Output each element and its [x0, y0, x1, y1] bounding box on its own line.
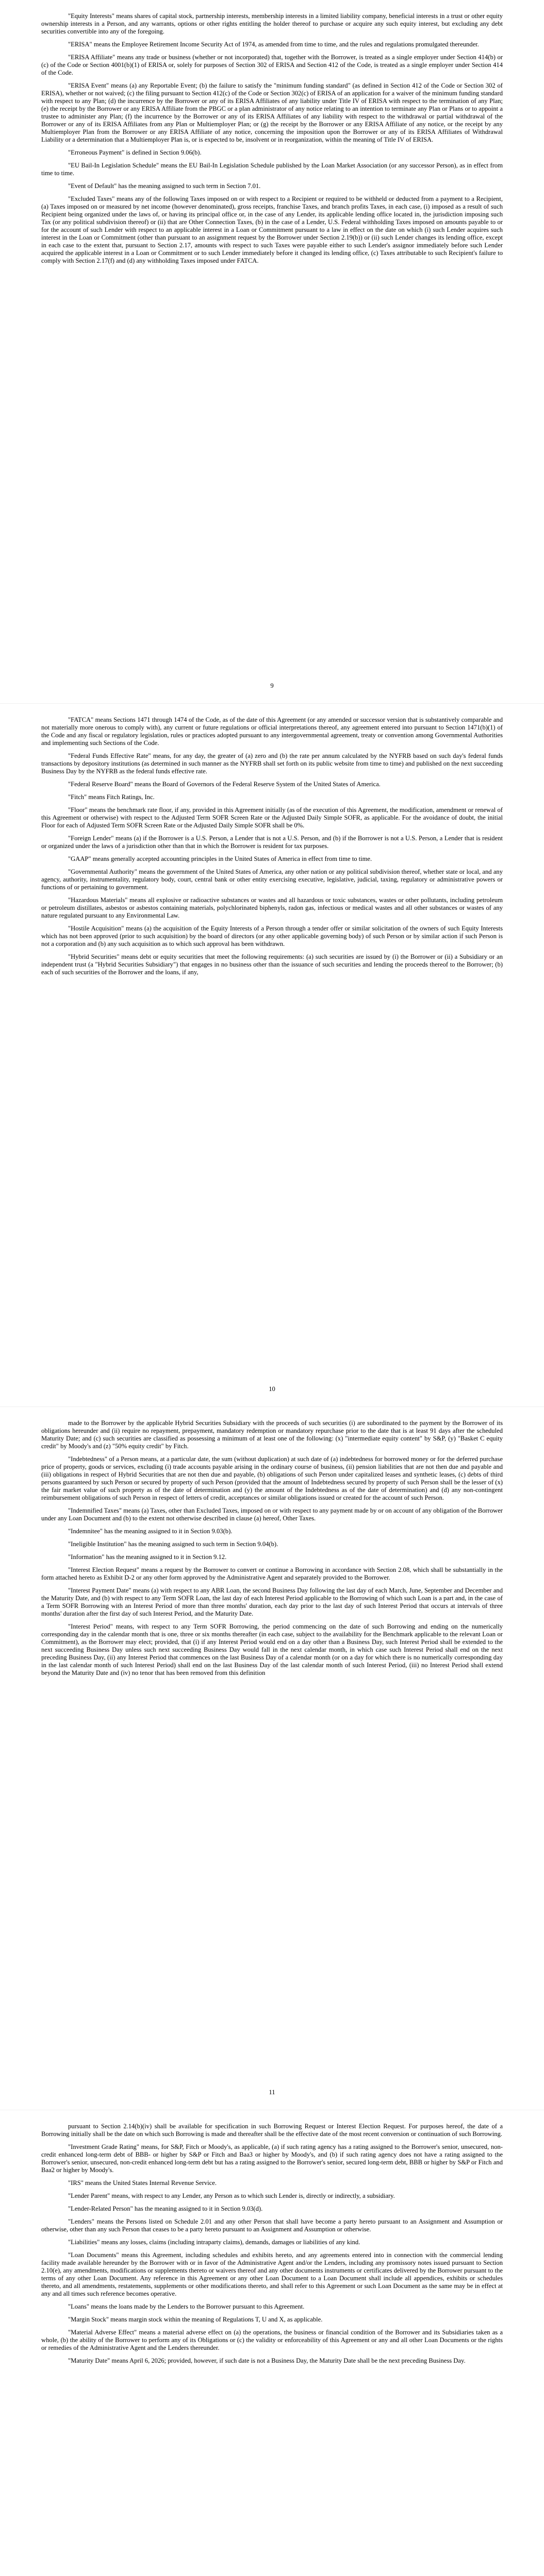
- definition-paragraph: "Event of Default" has the meaning assigned to such term in Section 7.01.: [68, 182, 261, 190]
- definition-paragraph: "Federal Funds Effective Rate" means, for any day, the greater of (a) zero and (b) the rate per annum calculated by the NYFRB based on such day's federal funds transactions by depository institutions (as determined in such manner as the NYFRB shall set forth on its public website from time to time) and published on the next succeeding Business Day by the NYFRB as the federal funds effective rate.: [41, 752, 503, 775]
- definition-paragraph: "Governmental Authority" means the government of the United States of America, any other nation or any political subdivision thereof, whether state or local, and any agency, authority, instrumentality, regulatory body, court, central bank or other entity exercising executive, legislative, judicial, taxing, regulatory or administrative powers or functions of or pertaining to government.: [41, 868, 503, 891]
- definition-paragraph: "Information" has the meaning assigned to it in Section 9.12.: [68, 1553, 227, 1561]
- definition-paragraph: "FATCA" means Sections 1471 through 1474 of the Code, as of the date of this Agreement (or any amended or successor version that is substantively comparable and not materially more onerous to comply with), any current or future regulations or official interpretations thereof, any agreement entered into pursuant to Section 1471(b)(1) of the Code and any fiscal or regulatory legislation, rules or practices adopted pursuant to any intergovernmental agreement, treaty or convention among Governmental Authorities and implementing such Sections of the Code.: [41, 716, 503, 747]
- definition-paragraph: "Federal Reserve Board" means the Board of Governors of the Federal Reserve System of the United States of America.: [68, 781, 381, 788]
- definition-paragraph: "Interest Payment Date" means (a) with respect to any ABR Loan, the second Business Day following the last day of each March, June, September and December and the Maturity Date, and (b) with respect to any Term SOFR Loan, the last day of each Interest Period applicable to the Borrowing of which such Loan is a part and, in the case of a Term SOFR Borrowing with an Interest Period of more than three months' duration, each day prior to the last day of such Interest Period that occurs at intervals of three months' duration after the first day of such Interest Period, and the Maturity Date.: [41, 1587, 503, 1617]
- definition-paragraph: "Excluded Taxes" means any of the following Taxes imposed on or with respect to a Recipient or required to be withheld or deducted from a payment to a Recipient, (a) Taxes imposed on or measured by net income (however denominated), gross receipts, franchise Taxes, and branch profits Taxes, in each case, (i) imposed as a result of such Recipient being organized under the laws of, or having its principal office or, in the case of any Lender, its applicable lending office located in, the jurisdiction imposing such Tax (or any political subdivision thereof) or (ii) that are Other Connection Taxes, (b) in the case of a Lender, U.S. Federal withholding Taxes imposed on amounts payable to or for the account of such Lender with respect to an applicable interest in a Loan or Commitment pursuant to a law in effect on the date on which (i) such Lender acquires such interest in the Loan or Commitment (other than pursuant to an assignment request by the Borrower under Section 2.19(b)) or (ii) such Lender changes its lending office, except in each case to the extent that, pursuant to Section 2.17, amounts with respect to such Taxes were payable either to such Lender's assignor immediately before such Lender acquired the applicable interest in a Loan or Commitment or to such Lender immediately before it changed its lending office, (c) Taxes attributable to such Recipient's failure to comply with Section 2.17(f) and (d) any withholding Taxes imposed under FATCA.: [41, 195, 503, 264]
- definition-paragraph: "Ineligible Institution" has the meaning assigned to such term in Section 9.04(b).: [68, 1540, 278, 1548]
- definition-paragraph: "Hostile Acquisition" means (a) the acquisition of the Equity Interests of a Person through a tender offer or similar solicitation of the owners of such Equity Interests which has not been approved (prior to such acquisition) by the board of directors (or any other applicable governing body) of such Person or by similar action if such Person is not a corporation and (b) any such acquisition as to which such approval has been withdrawn.: [41, 925, 503, 947]
- page-number: 11: [269, 2089, 275, 2096]
- definition-paragraph: "Erroneous Payment" is defined in Section 9.06(b).: [68, 149, 202, 156]
- definition-paragraph: "Hazardous Materials" means all explosive or radioactive substances or wastes and all hazardous or toxic substances, wastes or other pollutants, including petroleum or petroleum distillates, asbestos or asbestos containing materials, polychlorinated biphenyls, radon gas, infectious or medical wastes and all other substances or wastes of any nature regulated pursuant to any Environmental Law.: [41, 896, 503, 919]
- definition-paragraph: pursuant to Section 2.14(b)(iv) shall be available for specification in such Borrowing Request or Interest Election Request. For purposes hereof, the date of a Borrowing initially shall be the date on which such Borrowing is made and thereafter shall be the effective date of the most recent conversion or continuation of such Borrowing.: [41, 2123, 503, 2138]
- definition-paragraph: "IRS" means the United States Internal Revenue Service.: [68, 2179, 217, 2187]
- document-page-3: [0, 1406, 544, 2110]
- page-number: 10: [269, 1385, 275, 1393]
- definition-paragraph: "Loans" means the loans made by the Lenders to the Borrower pursuant to this Agreement.: [68, 2303, 305, 2310]
- definition-paragraph: "ERISA" means the Employee Retirement Income Security Act of 1974, as amended from time to time, and the rules and regulations promulgated thereunder.: [68, 41, 479, 48]
- definition-paragraph: "ERISA Event" means (a) any Reportable Event; (b) the failure to satisfy the "minimum funding standard" (as defined in Section 412 of the Code or Section 302 of ERISA), whether or not waived; (c) the filing pursuant to Section 412(c) of the Code or Section 302(c) of ERISA of an application for a waiver of the minimum funding standard with respect to any Plan; (d) the incurrence by the Borrower or any of its ERISA Affiliates of any liability under Title IV of ERISA with respect to the termination of any Plan; (e) the receipt by the Borrower or any ERISA Affiliate from the PBGC or a plan administrator of any notice relating to an intention to terminate any Plan or Plans or to appoint a trustee to administer any Plan; (f) the incurrence by the Borrower or any of its ERISA Affiliates of any liability with respect to the withdrawal or partial withdrawal of the Borrower or any of its ERISA Affiliates from any Plan or Multiemployer Plan; or (g) the receipt by the Borrower or any ERISA Affiliate of any notice, or the receipt by any Multiemployer Plan from the Borrower or any ERISA Affiliate of any notice, concerning the imposition upon the Borrower or any of its ERISA Affiliates of Withdrawal Liability or a determination that a Multiemployer Plan is, or is expected to be, insolvent or in reorganization, within the meaning of Title IV of ERISA.: [41, 82, 503, 143]
- definition-paragraph: "Liabilities" means any losses, claims (including intraparty claims), demands, damages or liabilities of any kind.: [68, 2239, 360, 2246]
- definition-paragraph: "Fitch" means Fitch Ratings, Inc.: [68, 793, 155, 801]
- document-page-2: [0, 703, 544, 1406]
- definition-paragraph: "GAAP" means generally accepted accounting principles in the United States of America in effect from time to time.: [68, 855, 372, 862]
- definition-paragraph: "Material Adverse Effect" means a material adverse effect on (a) the operations, the business or financial condition of the Borrower and its Subsidiaries taken as a whole, (b) the ability of the Borrower to perform any of its Obligations or (c) the validity or enforceability of this Agreement or any and all other Loan Documents or the rights or remedies of the Administrative Agent and the Lenders thereunder.: [41, 2329, 503, 2351]
- definition-paragraph: "Maturity Date" means April 6, 2026; provided, however, if such date is not a Business Day, the Maturity Date shall be the next preceding Business Day.: [68, 2357, 466, 2364]
- definition-paragraph: "Floor" means the benchmark rate floor, if any, provided in this Agreement initially (as of the execution of this Agreement, the modification, amendment or renewal of this Agreement or otherwise) with respect to the Adjusted Term SOFR Screen Rate or the Adjusted Daily Simple SOFR, as applicable. For the avoidance of doubt, the initial Floor for each of Adjusted Term SOFR Screen Rate or the Adjusted Daily Simple SOFR shall be 0%.: [41, 806, 503, 829]
- definition-paragraph: "Lenders" means the Persons listed on Schedule 2.01 and any other Person that shall have become a party hereto pursuant to an Assignment and Assumption or otherwise, other than any such Person that ceases to be a party hereto pursuant to an Assignment and Assumption or otherwise.: [41, 2218, 503, 2233]
- definition-paragraph: "Foreign Lender" means (a) if the Borrower is a U.S. Person, a Lender that is not a U.S. Person, and (b) if the Borrower is not a U.S. Person, a Lender that is resident or organized under the laws of a jurisdiction other than that in which the Borrower is resident for tax purposes.: [41, 835, 503, 850]
- definition-paragraph: "ERISA Affiliate" means any trade or business (whether or not incorporated) that, together with the Borrower, is treated as a single employer under Section 414(b) or (c) of the Code or Section 4001(b)(1) of ERISA or, solely for purposes of Section 302 of ERISA and Section 412 of the Code, is treated as a single employer under Section 414 of the Code.: [41, 54, 503, 76]
- document-page-1: [0, 0, 544, 703]
- definition-paragraph: "Lender-Related Person" has the meaning assigned to it in Section 9.03(d).: [68, 2205, 263, 2212]
- definition-paragraph: "Indemnified Taxes" means (a) Taxes, other than Excluded Taxes, imposed on or with respect to any payment made by or on account of any obligation of the Borrower under any Loan Document and (b) to the extent not otherwise described in clause (a) hereof, Other Taxes.: [41, 1507, 503, 1522]
- definition-paragraph: "Hybrid Securities" means debt or equity securities that meet the following requirements: (a) such securities are issued by (i) the Borrower or (ii) a Subsidiary or an independent trust (a "Hybrid Securities Subsidiary") that engages in no business other than the issuance of such securities and lending the proceeds thereof to the Borrower; (b) each of such securities of the Borrower and the loans, if any,: [41, 953, 503, 976]
- definition-paragraph: "Interest Period" means, with respect to any Term SOFR Borrowing, the period commencing on the date of such Borrowing and ending on the numerically corresponding day in the calendar month that is one, three or six months thereafter (in each case, subject to the availability for the Benchmark applicable to the relevant Loan or Commitment), as the Borrower may elect; provided, that (i) if any Interest Period would end on a day other than a Business Day, such Interest Period shall be extended to the next succeeding Business Day unless such next succeeding Business Day would fall in the next calendar month, in which case such Interest Period shall end on the next preceding Business Day, (ii) any Interest Period that commences on the last Business Day of a calendar month (or on a day for which there is no numerically corresponding day in the last calendar month of such Interest Period) shall end on the last Business Day of the last calendar month of such Interest Period, (iii) no Interest Period shall extend beyond the Maturity Date and (iv) no tenor that has been removed from this definition: [41, 1623, 503, 1676]
- document-page-4: [0, 2110, 544, 2576]
- page-number: 9: [270, 682, 274, 689]
- definition-paragraph: "Indebtedness" of a Person means, at a particular date, the sum (without duplication) at such date of (a) indebtedness for borrowed money or for the deferred purchase price of property, goods or services, excluding (i) trade accounts payable arising in the ordinary course of business, (ii) pension liabilities that are not then due and payable and (iii) obligations in respect of Hybrid Securities that are not then due and payable, (b) obligations of such Person under capitalized leases and synthetic leases, (c) debts of third persons guaranteed by such Person or secured by property of such Person (provided that the amount of Indebtedness secured by property of such Person shall be the lesser of (x) the fair market value of such property as of the date of determination and (y) the amount of the Indebtedness as of the date of determination) and (d) any non-contingent reimbursement obligations of such Person in respect of letters of credit, acceptances or similar obligations issued or created for the account of such Person.: [41, 1455, 503, 1501]
- definition-paragraph: made to the Borrower by the applicable Hybrid Securities Subsidiary with the proceeds of such securities (i) are subordinated to the payment by the Borrower of its obligations hereunder and (ii) require no repayment, prepayment, mandatory redemption or mandatory repurchase prior to the date that is at least 91 days after the scheduled Maturity Date; and (c) such securities are classified as possessing a minimum of at least one of the following: (x) "intermediate equity content" by S&P, (y) "Basket C equity credit" by Moody's and (z) "50% equity credit" by Fitch.: [41, 1419, 503, 1450]
- definition-paragraph: "Equity Interests" means shares of capital stock, partnership interests, membership interests in a limited liability company, beneficial interests in a trust or other equity ownership interests in a Person, and any warrants, options or other rights entitling the holder thereof to purchase or acquire any such equity interest, but excluding any debt securities convertible into any of the foregoing.: [41, 12, 503, 35]
- definition-paragraph: "Loan Documents" means this Agreement, including schedules and exhibits hereto, and any agreements entered into in connection with the commercial lending facility made available hereunder by the Borrower with or in favor of the Administrative Agent and/or the Lenders, including any promissory notes issued pursuant to Section 2.10(e), any amendments, modifications or supplements thereto or waivers thereof and any other documents instruments or certificates delivered by the Borrower pursuant to the terms of any other Loan Document. Any reference in this Agreement or any other Loan Document to a Loan Document shall include all appendices, exhibits or schedules thereto, and all amendments, restatements, supplements or other modifications thereto, and shall refer to this Agreement or such Loan Document as the same may be in effect at any and all times such reference becomes operative.: [41, 2251, 503, 2297]
- definition-paragraph: "Interest Election Request" means a request by the Borrower to convert or continue a Borrowing in accordance with Section 2.08, which shall be substantially in the form attached hereto as Exhibit D-2 or any other form approved by the Administrative Agent and separately provided to the Borrower.: [41, 1566, 503, 1581]
- definition-paragraph: "Indemnitee" has the meaning assigned to it in Section 9.03(b).: [68, 1528, 233, 1535]
- definition-paragraph: "Lender Parent" means, with respect to any Lender, any Person as to which such Lender is, directly or indirectly, a subsidiary.: [68, 2192, 395, 2199]
- definition-paragraph: "EU Bail-In Legislation Schedule" means the EU Bail-In Legislation Schedule published by the Loan Market Association (or any successor Person), as in effect from time to time.: [41, 162, 503, 177]
- definition-paragraph: "Margin Stock" means margin stock within the meaning of Regulations T, U and X, as applicable.: [68, 2316, 323, 2323]
- definition-paragraph: "Investment Grade Rating" means, for S&P, Fitch or Moody's, as applicable, (a) if such rating agency has a rating assigned to the Borrower's senior, unsecured, non-credit enhanced long-term debt of BBB- or higher by S&P or Fitch and Baa3 or higher by Moody's, and (b) if such rating agency does not have a rating assigned to the Borrower's senior, unsecured, non-credit enhanced long-term debt but has a rating assigned to the Borrower's senior, secured long-term debt, BBB or higher by S&P or Fitch and Baa2 or higher by Moody's.: [41, 2143, 503, 2174]
